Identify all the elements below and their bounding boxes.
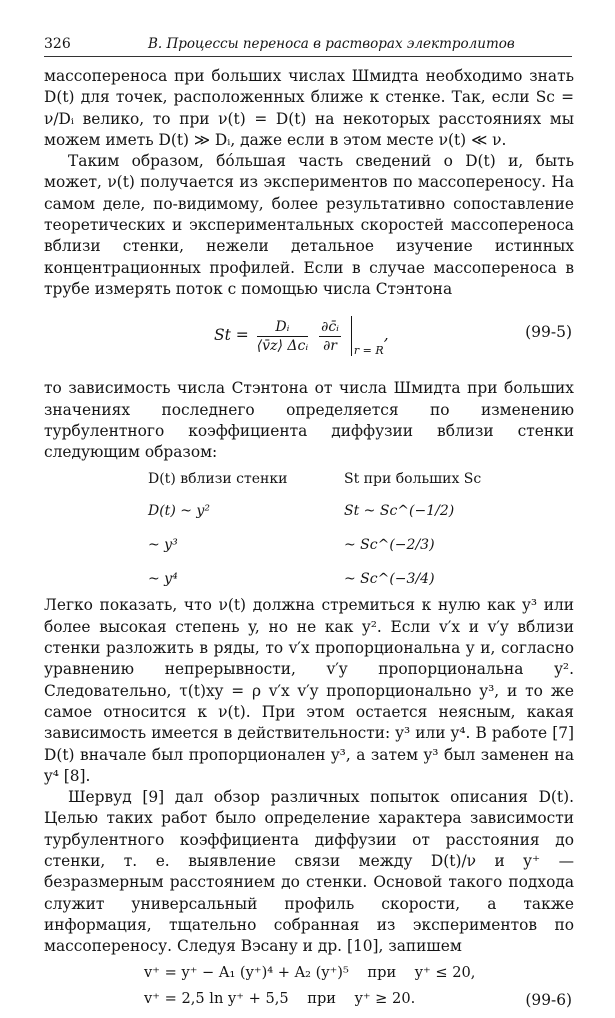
- paragraph-3: то зависимость числа Стэнтона от числа Шмидта при больших значениях последнего определяется по изменению турбулентного коэффициента диффузии вблизи стенки следующим образом:: [44, 379, 574, 462]
- eq-num1: Dᵢ: [257, 318, 308, 337]
- eq-eval: r = R: [353, 344, 384, 358]
- equation-99-5: [44, 300, 574, 378]
- eval-bar: [351, 316, 352, 356]
- eq-lhs: St =: [214, 326, 249, 345]
- table-row-2-right: ~ Sc^(−2/3): [344, 537, 435, 554]
- eq-den2: ∂r: [323, 337, 337, 354]
- eq-num2: ∂c̄ᵢ: [321, 318, 339, 335]
- page-number: 326: [44, 36, 71, 52]
- eq-tail: ,: [383, 326, 389, 345]
- running-header: [44, 36, 572, 57]
- paragraph-5: Шервуд [9] дал обзор различных попыток описания D(t). Целью таких работ было определение характера зависимости турбулентного коэффициента диффузии от расстояния до стенки, т. е. выявление связи между D(t)/ν и y⁺ — безразмерным расстоянием до стенки. Основой такого подхода служит универсальный профиль скорости, а также информация, тщательно собранная из экспериментов по массопереносу. Следуя Вэсану и др. [10], запишем: [44, 788, 574, 956]
- table-header-right: St при больших Sc: [344, 471, 482, 488]
- equation-number-99-6: (99-6): [525, 990, 572, 1009]
- paragraph-4: Легко показать, что ν(t) должна стремиться к нулю как y³ или более высокая степень y, но не как y². Если v′x и v′y вблизи стенки разложить в ряды, то v′x пропорциональна y и, согласно уравнению непрерывности, v′y пропорциональна y². Следовательно, τ(t)xy = ρ v′x v′y пропорционально y³, и то же самое относится к ν(t). При этом остается неясным, какая зависимость имеется в действительности: y³ или y⁴. В работе [7] D(t) вначале был пропорционален y³, а затем y³ был заменен на y⁴ [8].: [44, 596, 574, 785]
- table-header-left: D(t) вблизи стенки: [148, 471, 288, 488]
- eq-99-6-line-2: v⁺ = 2,5 ln y⁺ + 5,5 при y⁺ ≥ 20.: [144, 989, 416, 1007]
- equation-99-6: [44, 958, 574, 1018]
- table-row-2-left: ~ y³: [148, 537, 178, 554]
- table-row-3-left: ~ y⁴: [148, 571, 178, 588]
- eq-99-6-line-1: v⁺ = y⁺ − A₁ (y⁺)⁴ + A₂ (y⁺)⁵ при y⁺ ≤ 20,: [144, 963, 476, 981]
- paragraph-1: массопереноса при больших числах Шмидта необходимо знать D(t) для точек, расположенных ближе к стенке. Так, если Sc = ν/Dᵢ велико, то при ν(t) = D(t) на некоторых расстояниях мы можем иметь D(t) ≫ Dᵢ, даже если в этом месте ν(t) ≪ ν.: [44, 67, 574, 149]
- page-body: [44, 66, 574, 1018]
- paragraph-2: Таким образом, бóльшая часть сведений о D(t) и, быть может, ν(t) получается из экспериментов по массопереносу. На самом деле, по-видимому, более результативно сопоставление теоретических и экспериментальных скоростей массопереноса вблизи стенки, нежели детальное изучение истинных концентрационных профилей. Если в случае массопереноса в трубе измерять поток с помощью числа Стэнтона: [44, 152, 574, 298]
- table-row-1-left: D(t) ~ y²: [148, 503, 210, 520]
- equation-number-99-5: (99-5): [525, 323, 572, 342]
- running-title: В. Процессы переноса в растворах электролитов: [148, 36, 515, 52]
- scaling-table: [44, 463, 574, 595]
- table-row-3-right: ~ Sc^(−3/4): [344, 571, 435, 588]
- table-row-1-right: St ~ Sc^(−1/2): [344, 503, 455, 520]
- eq-den1: ⟨v̄z⟩ Δcᵢ: [256, 337, 309, 354]
